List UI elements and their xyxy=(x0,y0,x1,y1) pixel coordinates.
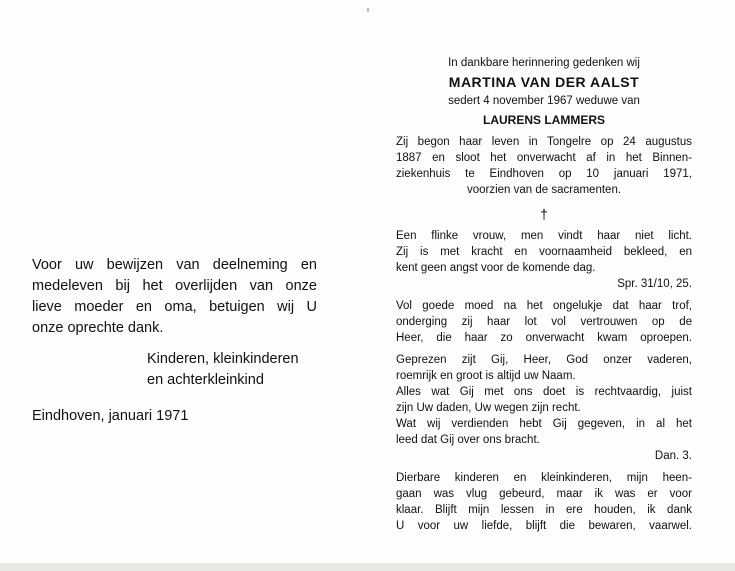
card-bottom-edge xyxy=(0,563,735,571)
verse-line: leed dat Gij over ons bracht. xyxy=(396,434,540,446)
verse-line: kent geen angst voor de komende dag. xyxy=(396,262,596,274)
signature-block xyxy=(147,349,317,391)
thanks-text xyxy=(32,255,317,339)
verse-proverbs xyxy=(396,228,692,292)
verse-line: Wat wij verdienden hebt Gij gegeven, in al het xyxy=(396,418,692,430)
verse-line: roemrijk en groot is altijd uw Naam. xyxy=(396,370,576,382)
signature-line: Kinderen, kleinkinderen xyxy=(147,351,299,367)
verse-line: Een flinke vrouw, men vindt haar niet licht. xyxy=(396,230,692,242)
signature-line: en achterkleinkind xyxy=(147,372,264,388)
farewell-line: gaan was vlug gebeurd, maar ik was er voor xyxy=(396,488,692,500)
verse-line: Zij is met kracht en voornaamheid bekleed, en xyxy=(396,246,692,258)
farewell xyxy=(396,470,692,534)
verse-reference: Spr. 31/10, 25. xyxy=(617,278,692,290)
farewell-line: klaar. Blijft mijn lessen in ere houden, ik dank xyxy=(396,504,692,516)
cross-icon: † xyxy=(540,206,548,222)
verse-reference: Dan. 3. xyxy=(654,450,692,462)
verse-line: Alles wat Gij met ons doet is rechtvaardig, juist xyxy=(396,386,692,398)
deceased-name: MARTINA VAN DER AALST xyxy=(448,74,640,90)
bio-line: ziekenhuis te Eindhoven op 10 januari 1971, xyxy=(396,168,692,180)
place-date: Eindhoven, januari 1971 xyxy=(32,408,189,424)
fold-mark xyxy=(367,8,369,12)
thanks-line: Voor uw bewijzen van deelneming en xyxy=(32,257,317,273)
verse-line: onderging zij haar lot vol vertrouwen op de xyxy=(396,316,692,328)
verse-line: Geprezen zijt Gij, Heer, God onzer vaderen, xyxy=(396,354,692,366)
widow-since: sedert 4 november 1967 weduwe van xyxy=(448,95,640,107)
verse-line: Heer, die haar zo onverwacht kwam oproepen. xyxy=(396,332,692,344)
bio-line: Zij begon haar leven in Tongelre op 24 augustus xyxy=(396,136,692,148)
husband-name: LAURENS LAMMERS xyxy=(483,113,605,127)
remembrance-header: In dankbare herinnering gedenken wij xyxy=(448,57,640,69)
thanks-line: lieve moeder en oma, betuigen wij U xyxy=(32,299,317,315)
thanks-line: medeleven bij het overlijden van onze xyxy=(32,278,317,294)
verse-line: zijn Uw daden, Uw wegen zijn recht. xyxy=(396,402,581,414)
bio-line: 1887 en sloot het onverwacht af in het Binnen- xyxy=(396,152,692,164)
thanks-panel xyxy=(32,255,317,391)
biography xyxy=(396,134,692,198)
farewell-line: Dierbare kinderen en kleinkinderen, mijn heen- xyxy=(396,472,692,484)
thanks-line: onze oprechte dank. xyxy=(32,320,164,336)
remembrance-panel xyxy=(396,55,692,534)
farewell-line: U voor uw liefde, blijft die bewaren, vaarwel. xyxy=(396,520,692,532)
verse-life xyxy=(396,298,692,346)
bio-line: voorzien van de sacramenten. xyxy=(466,184,622,196)
verse-daniel xyxy=(396,352,692,464)
verse-line: Vol goede moed na het ongelukje dat haar trof, xyxy=(396,300,692,312)
